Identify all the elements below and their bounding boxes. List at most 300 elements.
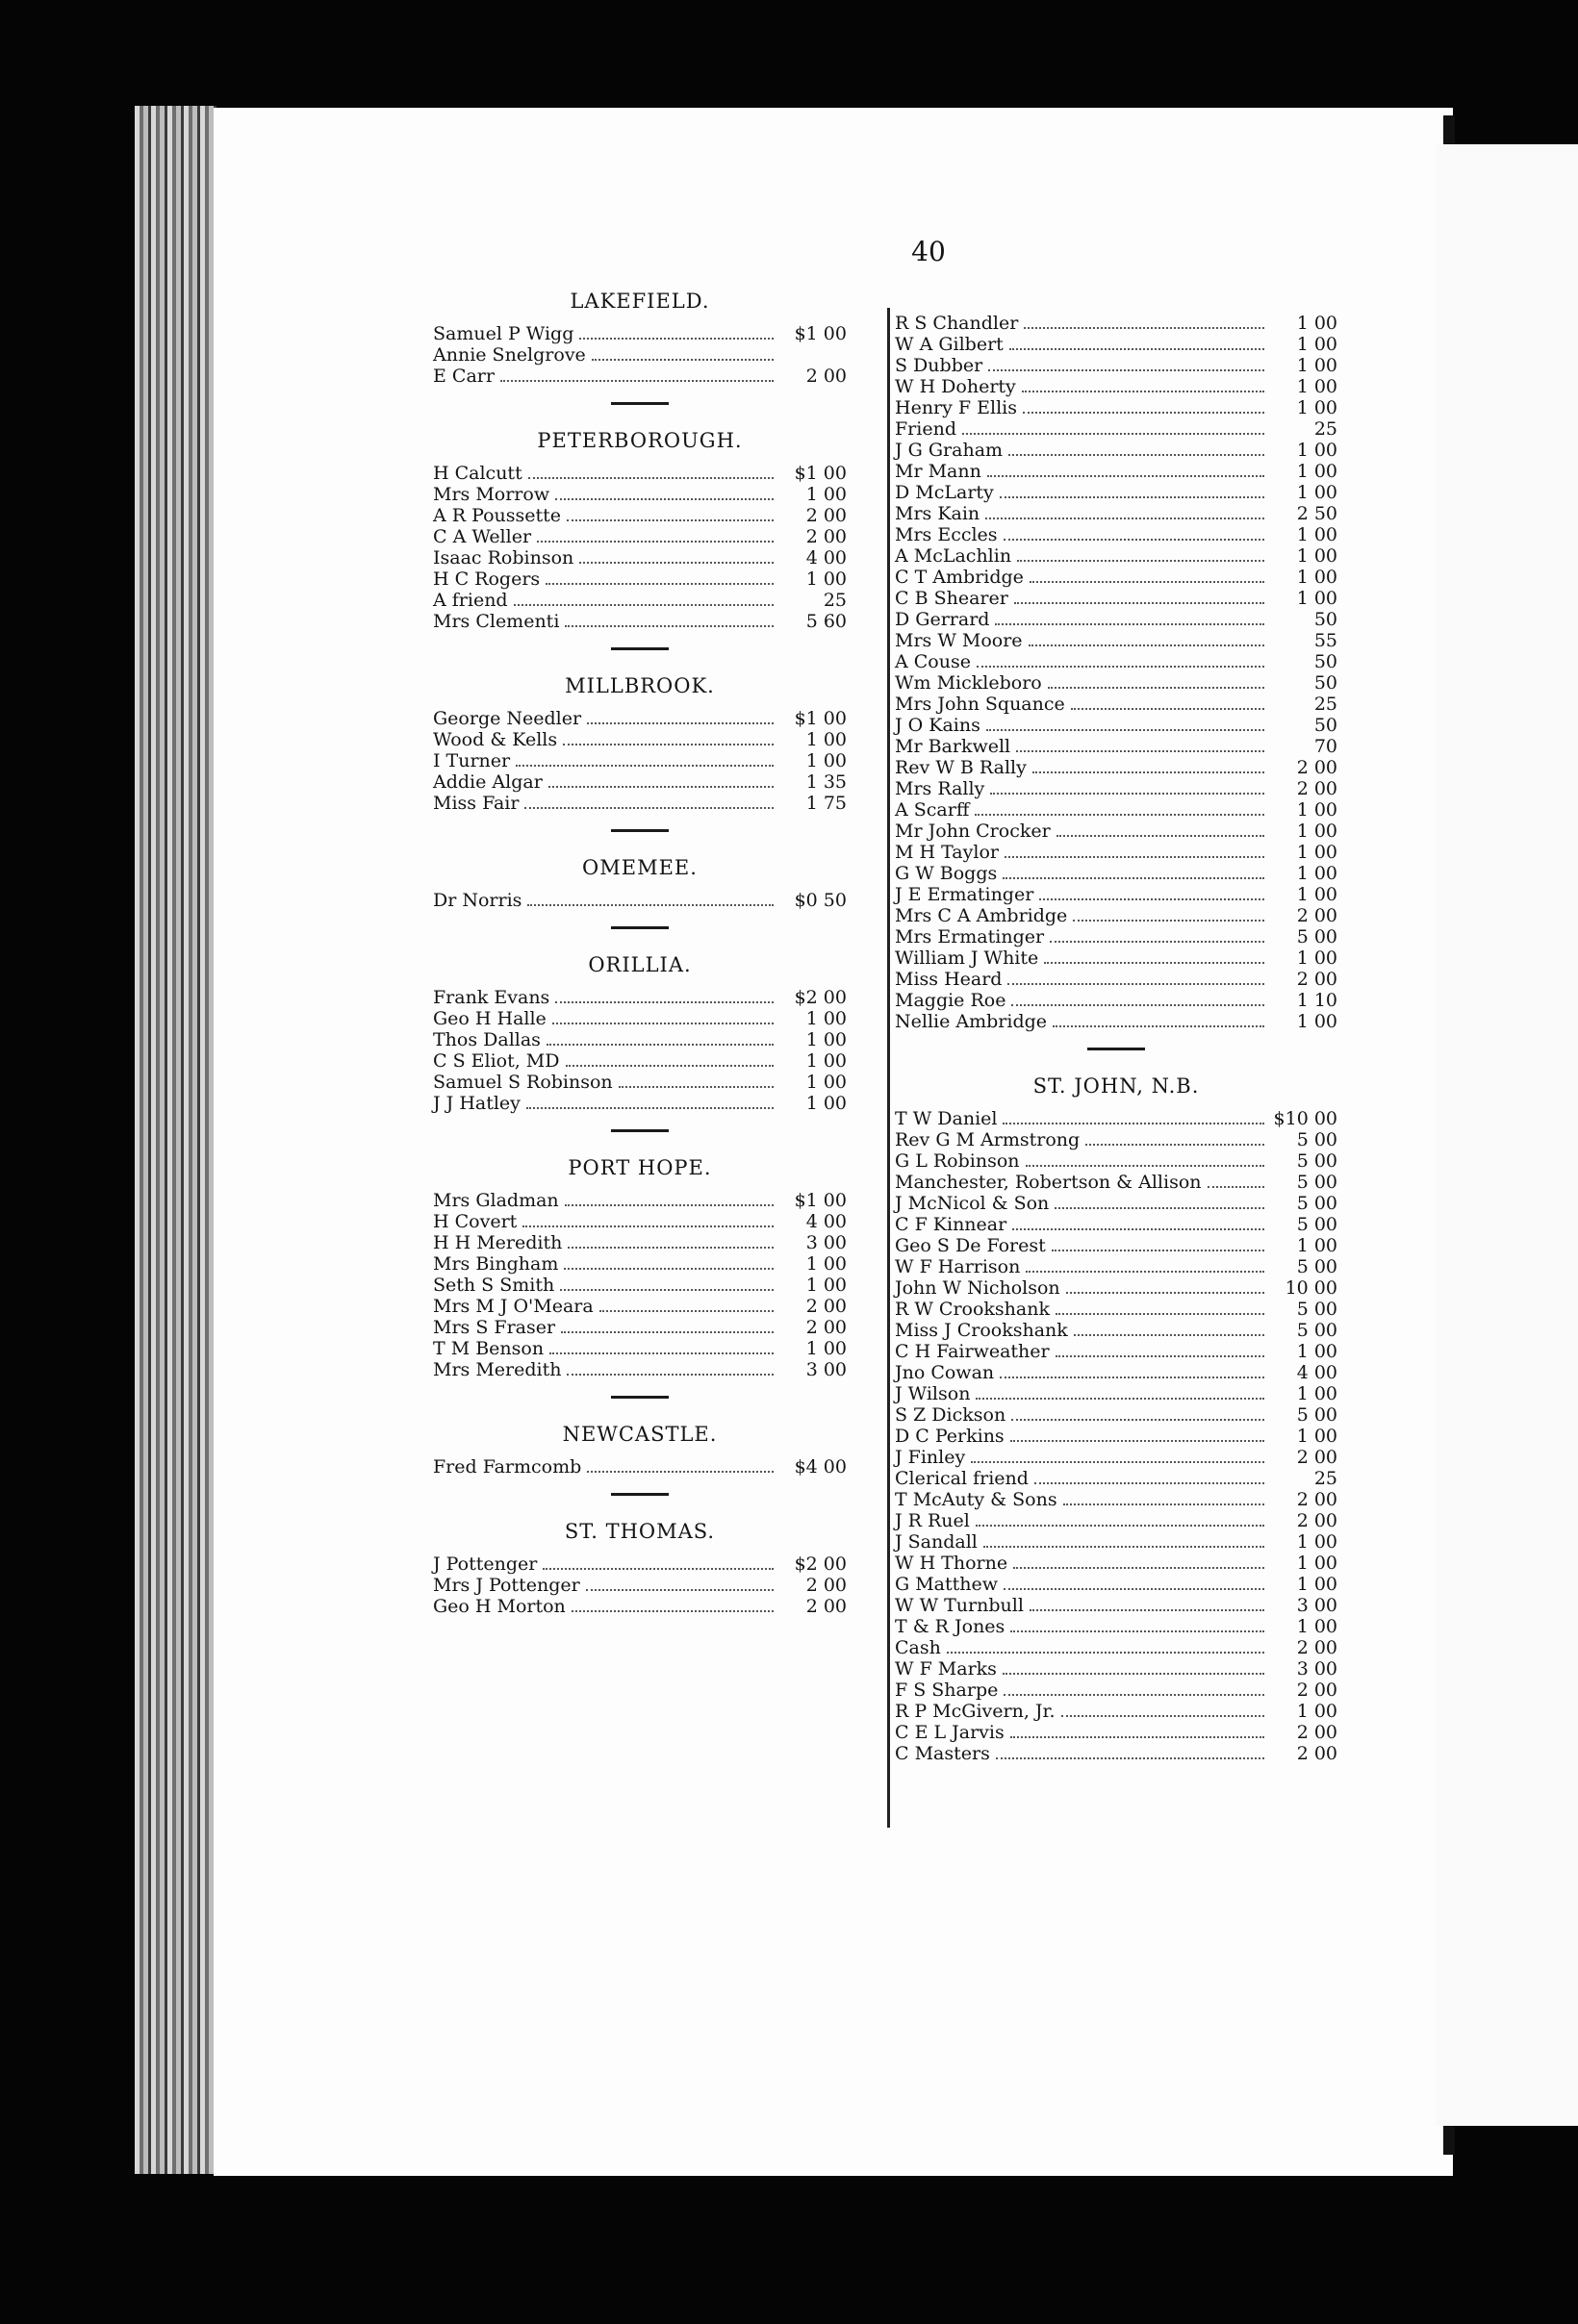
dot-leader <box>500 380 774 382</box>
dot-leader <box>528 477 774 479</box>
donor-entry <box>895 1129 1337 1150</box>
donation-amount: 1 35 <box>805 771 847 793</box>
donation-amount: 2 00 <box>1296 778 1337 799</box>
dot-leader <box>985 518 1264 519</box>
dot-leader <box>996 1757 1264 1759</box>
donor-entry <box>895 1011 1337 1032</box>
dot-leader <box>524 807 774 809</box>
donor-name: R W Crookshank <box>895 1299 1050 1320</box>
donor-name: J G Graham <box>895 440 1004 461</box>
dot-leader <box>526 1107 774 1109</box>
donation-amount: 2 50 <box>1296 503 1337 524</box>
dot-leader <box>579 338 774 340</box>
donor-name: Thos Dallas <box>433 1029 541 1050</box>
donor-name: Geo S De Forest <box>895 1235 1046 1256</box>
donation-amount: 2 00 <box>1296 1743 1337 1764</box>
donor-entry <box>433 1008 847 1029</box>
donor-name: A friend <box>433 590 508 611</box>
donation-amount: 2 00 <box>1296 1447 1337 1468</box>
donor-entry <box>895 1489 1337 1510</box>
donor-name: Clerical friend <box>895 1468 1029 1489</box>
donor-name: T McAuty & Sons <box>895 1489 1057 1510</box>
donor-entry <box>895 461 1337 482</box>
donation-amount: 50 <box>1313 651 1337 672</box>
donor-entry <box>895 1426 1337 1447</box>
donor-name: H C Rogers <box>433 568 541 590</box>
donor-name: Mr Mann <box>895 461 981 482</box>
donor-name: D Gerrard <box>895 609 990 630</box>
dot-leader <box>516 765 774 767</box>
donation-amount: 25 <box>1313 418 1337 440</box>
dot-leader <box>1000 496 1264 498</box>
donor-entry <box>895 1235 1337 1256</box>
donation-amount: $1 00 <box>794 1190 847 1211</box>
donor-entry <box>895 1680 1337 1701</box>
donation-amount: 1 00 <box>1296 567 1337 588</box>
donor-entry <box>895 947 1337 969</box>
donor-name: W W Turnbull <box>895 1595 1024 1616</box>
donor-name: Mrs Rally <box>895 778 985 799</box>
donation-amount: 50 <box>1313 672 1337 694</box>
dot-leader <box>565 625 774 627</box>
donor-name: A McLachlin <box>895 545 1012 567</box>
donor-entry <box>895 672 1337 694</box>
donor-entry <box>895 482 1337 503</box>
donor-name: D C Perkins <box>895 1426 1005 1447</box>
donor-entry <box>433 1211 847 1232</box>
donor-entry <box>433 987 847 1008</box>
donor-entry <box>433 1050 847 1072</box>
dot-leader <box>1013 1567 1264 1569</box>
donation-amount: 1 00 <box>1296 545 1337 567</box>
dot-leader <box>986 729 1264 731</box>
donation-amount: 5 00 <box>1296 1214 1337 1235</box>
donation-amount: 1 00 <box>1296 355 1337 376</box>
dot-leader <box>1074 1334 1264 1336</box>
donor-entry <box>433 1093 847 1114</box>
donor-name: J J Hatley <box>433 1093 521 1114</box>
donor-entry <box>895 1341 1337 1362</box>
dot-leader <box>1024 327 1264 329</box>
donation-amount: 1 00 <box>1296 440 1337 461</box>
donor-name: H Calcutt <box>433 463 522 484</box>
donor-name: George Needler <box>433 708 582 729</box>
dot-leader <box>1052 1250 1264 1251</box>
donor-entry <box>895 842 1337 863</box>
section-heading: OMEMEE. <box>582 856 698 879</box>
dot-leader <box>1016 750 1264 752</box>
dot-leader <box>1048 687 1264 689</box>
donation-amount: 1 00 <box>1296 1235 1337 1256</box>
donor-name: T & R Jones <box>895 1616 1005 1637</box>
donor-entry <box>895 1277 1337 1299</box>
dot-leader <box>1000 1377 1264 1378</box>
donation-amount: 2 00 <box>1296 969 1337 990</box>
donor-entry <box>895 799 1337 821</box>
donor-name: G L Robinson <box>895 1150 1020 1172</box>
donor-entry <box>895 863 1337 884</box>
donor-name: H H Meredith <box>433 1232 563 1253</box>
dot-leader <box>1073 920 1264 922</box>
donor-entry <box>895 1701 1337 1722</box>
donor-entry <box>895 1404 1337 1426</box>
donation-amount: 1 00 <box>805 1029 847 1050</box>
donation-amount: 4 00 <box>1296 1362 1337 1383</box>
dot-leader <box>567 1374 774 1376</box>
donor-entry <box>895 545 1337 567</box>
donation-amount: $4 00 <box>794 1456 847 1478</box>
donation-amount: 1 00 <box>805 750 847 771</box>
dot-leader <box>1032 771 1264 773</box>
donor-name: S Z Dickson <box>895 1404 1006 1426</box>
dot-leader <box>572 1610 774 1612</box>
donation-amount: 1 00 <box>805 1275 847 1296</box>
donor-name: C F Kinnear <box>895 1214 1007 1235</box>
donor-name: Isaac Robinson <box>433 547 574 568</box>
section-heading: PORT HOPE. <box>568 1156 712 1179</box>
section-divider <box>611 647 669 650</box>
donor-name: T W Daniel <box>895 1108 998 1129</box>
donor-name: G W Boggs <box>895 863 998 884</box>
dot-leader <box>543 1568 774 1570</box>
donor-entry <box>895 1722 1337 1743</box>
left-column <box>433 289 847 1617</box>
dot-leader <box>1003 1123 1264 1124</box>
dot-leader <box>1071 708 1264 710</box>
section-divider <box>611 1493 669 1496</box>
donation-amount: 2 00 <box>805 366 847 387</box>
donor-entry <box>433 1275 847 1296</box>
donor-entry <box>895 1616 1337 1637</box>
donor-name: G Matthew <box>895 1574 999 1595</box>
donation-amount: 2 00 <box>805 1596 847 1617</box>
dot-leader <box>1010 1736 1264 1738</box>
donor-entry <box>433 1317 847 1338</box>
dot-leader <box>1023 412 1264 414</box>
donor-name: Mrs Gladman <box>433 1190 559 1211</box>
donor-entry <box>895 1362 1337 1383</box>
donation-amount: $10 00 <box>1273 1108 1337 1129</box>
donor-name: Mrs John Squance <box>895 694 1065 715</box>
donor-entry <box>433 505 847 526</box>
donor-name: J E Ermatinger <box>895 884 1034 905</box>
section-heading: LAKEFIELD. <box>570 290 710 313</box>
donation-amount: 1 00 <box>1296 1011 1337 1032</box>
dot-leader <box>619 1086 774 1088</box>
dot-leader <box>1056 1355 1264 1357</box>
donor-name: Mr John Crocker <box>895 821 1051 842</box>
section-divider <box>611 926 669 929</box>
donation-amount: 10 00 <box>1285 1277 1337 1299</box>
donor-entry <box>433 547 847 568</box>
donor-entry <box>433 708 847 729</box>
donor-name: C E L Jarvis <box>895 1722 1005 1743</box>
section-heading: MILLBROOK. <box>565 674 715 697</box>
dot-leader <box>1007 983 1264 985</box>
donor-entry <box>433 890 847 911</box>
donor-entry <box>895 736 1337 757</box>
donation-amount: 1 00 <box>1296 313 1337 334</box>
donor-entry <box>433 1296 847 1317</box>
donor-name: Mrs Clementi <box>433 611 560 632</box>
donor-name: C Masters <box>895 1743 990 1764</box>
donor-entry <box>895 334 1337 355</box>
donation-amount: 1 00 <box>805 1008 847 1029</box>
donor-name: Addie Algar <box>433 771 543 793</box>
donor-name: Samuel P Wigg <box>433 323 574 344</box>
donor-name: M H Taylor <box>895 842 999 863</box>
donor-entry <box>895 1447 1337 1468</box>
donation-amount: 1 00 <box>805 568 847 590</box>
dot-leader <box>976 1525 1264 1527</box>
donor-entry <box>895 1214 1337 1235</box>
donor-name: D McLarty <box>895 482 994 503</box>
adjacent-page-edge <box>1436 144 1578 2126</box>
donation-amount: 1 00 <box>1296 1383 1337 1404</box>
dot-leader <box>976 1398 1264 1400</box>
donation-amount: 1 00 <box>1296 1341 1337 1362</box>
section-heading: ST. JOHN, N.B. <box>1032 1074 1200 1098</box>
donor-name: J Finley <box>895 1447 966 1468</box>
donor-name: Wm Mickleboro <box>895 672 1042 694</box>
dot-leader <box>555 498 774 500</box>
donor-entry <box>433 750 847 771</box>
donor-entry <box>433 1190 847 1211</box>
donor-entry <box>895 1531 1337 1553</box>
donation-amount: 2 00 <box>1296 1680 1337 1701</box>
donation-amount: 5 00 <box>1296 1256 1337 1277</box>
donor-entry <box>895 884 1337 905</box>
donor-entry <box>895 397 1337 418</box>
donor-name: Maggie Roe <box>895 990 1006 1011</box>
donor-name: C T Ambridge <box>895 567 1024 588</box>
dot-leader <box>1029 644 1264 646</box>
donor-entry <box>433 1575 847 1596</box>
dot-leader <box>548 786 774 788</box>
donor-entry <box>895 969 1337 990</box>
donor-entry <box>895 355 1337 376</box>
dot-leader <box>560 1289 774 1291</box>
donor-name: Mrs Kain <box>895 503 980 524</box>
donation-amount: 5 00 <box>1296 1150 1337 1172</box>
donor-name: Jno Cowan <box>895 1362 995 1383</box>
right-column <box>895 313 1337 1764</box>
donor-name: W A Gilbert <box>895 334 1004 355</box>
dot-leader <box>1004 1694 1264 1696</box>
dot-leader <box>995 623 1264 625</box>
donor-name: Mrs W Moore <box>895 630 1023 651</box>
donation-amount: 50 <box>1313 715 1337 736</box>
donation-amount: 1 00 <box>1296 1701 1337 1722</box>
donor-name: W F Marks <box>895 1658 997 1680</box>
donor-entry <box>895 418 1337 440</box>
donor-entry <box>433 526 847 547</box>
donor-name: Wood & Kells <box>433 729 558 750</box>
donation-amount: 2 00 <box>1296 1637 1337 1658</box>
donor-name: William J White <box>895 947 1039 969</box>
dot-leader <box>592 359 774 361</box>
donor-name: W H Thorne <box>895 1553 1008 1574</box>
donor-entry <box>895 376 1337 397</box>
donor-name: John W Nicholson <box>895 1277 1060 1299</box>
book-spine-edge <box>135 106 216 2174</box>
donor-name: T M Benson <box>433 1338 545 1359</box>
donor-entry <box>895 694 1337 715</box>
dot-leader <box>1004 1588 1264 1590</box>
donor-entry <box>433 463 847 484</box>
dot-leader <box>586 1589 774 1591</box>
donation-amount: 5 00 <box>1296 1404 1337 1426</box>
dot-leader <box>1003 1673 1264 1675</box>
donation-amount: 1 00 <box>805 1338 847 1359</box>
donation-amount: 4 00 <box>805 547 847 568</box>
donor-entry <box>433 771 847 793</box>
donor-entry <box>895 313 1337 334</box>
donation-amount: 2 00 <box>805 505 847 526</box>
donor-entry <box>433 611 847 632</box>
donor-name: J O Kains <box>895 715 980 736</box>
dot-leader <box>549 1352 774 1354</box>
dot-leader <box>1022 391 1264 392</box>
donor-name: Mrs Morrow <box>433 484 550 505</box>
donor-entry <box>895 1553 1337 1574</box>
dot-leader <box>1061 1715 1264 1717</box>
donor-name: Manchester, Robertson & Allison <box>895 1172 1202 1193</box>
donor-name: J McNicol & Son <box>895 1193 1050 1214</box>
donor-name: Mr Barkwell <box>895 736 1011 757</box>
donation-amount: 70 <box>1313 736 1337 757</box>
donor-entry <box>895 1637 1337 1658</box>
donor-name: Samuel S Robinson <box>433 1072 613 1093</box>
dot-leader <box>962 433 1264 435</box>
dot-leader <box>1208 1186 1264 1188</box>
donation-amount: 3 00 <box>805 1359 847 1380</box>
donation-amount: $1 00 <box>794 463 847 484</box>
dot-leader <box>563 744 774 745</box>
donation-amount: 5 00 <box>1296 1193 1337 1214</box>
donor-entry <box>433 793 847 814</box>
donation-amount: 2 00 <box>1296 1722 1337 1743</box>
donation-amount: 2 00 <box>1296 757 1337 778</box>
donation-amount: 5 00 <box>1296 1172 1337 1193</box>
donor-name: I Turner <box>433 750 511 771</box>
donor-name: R P McGivern, Jr. <box>895 1701 1056 1722</box>
donor-name: Miss J Crookshank <box>895 1320 1068 1341</box>
donor-name: Mrs Ermatinger <box>895 926 1045 947</box>
donation-amount: 2 00 <box>805 1317 847 1338</box>
donor-entry <box>895 1658 1337 1680</box>
dot-leader <box>1056 1313 1264 1315</box>
dot-leader <box>1010 1440 1264 1442</box>
donation-amount: 1 00 <box>1296 947 1337 969</box>
dot-leader <box>527 904 774 906</box>
dot-leader <box>561 1331 774 1333</box>
dot-leader <box>587 722 774 724</box>
section-divider <box>611 829 669 832</box>
donation-amount: 2 00 <box>805 1296 847 1317</box>
donor-name: J Wilson <box>895 1383 971 1404</box>
dot-leader <box>1056 835 1264 837</box>
donor-name: A Couse <box>895 651 971 672</box>
dot-leader <box>1009 348 1264 350</box>
donation-amount: 55 <box>1313 630 1337 651</box>
section-divider <box>611 1129 669 1132</box>
donor-name: Mrs Meredith <box>433 1359 562 1380</box>
donor-name: Geo H Morton <box>433 1596 566 1617</box>
dot-leader <box>1017 560 1264 562</box>
donor-entry <box>433 1338 847 1359</box>
donor-name: Fred Farmcomb <box>433 1456 582 1478</box>
donor-name: Nellie Ambridge <box>895 1011 1048 1032</box>
donation-amount: 25 <box>823 590 847 611</box>
donor-entry <box>895 1383 1337 1404</box>
donor-name: Dr Norris <box>433 890 522 911</box>
dot-leader <box>975 814 1264 816</box>
dot-leader <box>579 562 774 564</box>
dot-leader <box>552 1023 774 1024</box>
dot-leader <box>1003 877 1264 879</box>
dot-leader <box>565 1204 774 1206</box>
column-divider <box>887 308 890 1828</box>
donation-amount: $0 50 <box>794 890 847 911</box>
donation-amount: 5 00 <box>1296 1320 1337 1341</box>
dot-leader <box>988 369 1264 371</box>
donation-amount: 5 00 <box>1296 926 1337 947</box>
donation-amount: 1 00 <box>1296 376 1337 397</box>
donor-entry <box>895 1256 1337 1277</box>
donor-name: Mrs S Fraser <box>433 1317 556 1338</box>
donation-amount: 1 00 <box>805 729 847 750</box>
donor-name: C B Shearer <box>895 588 1008 609</box>
dot-leader <box>1005 856 1264 858</box>
donor-entry <box>895 1743 1337 1764</box>
dot-leader <box>947 1652 1264 1654</box>
donor-entry <box>433 729 847 750</box>
dot-leader <box>566 1065 775 1067</box>
donor-entry <box>433 1359 847 1380</box>
dot-leader <box>514 604 774 606</box>
donor-name: Geo H Halle <box>433 1008 547 1029</box>
section-heading: PETERBOROUGH. <box>537 429 743 452</box>
donor-name: Henry F Ellis <box>895 397 1017 418</box>
donation-amount: 1 00 <box>1296 334 1337 355</box>
donation-amount: 4 00 <box>805 1211 847 1232</box>
donation-amount: $2 00 <box>794 1554 847 1575</box>
dot-leader <box>1026 1271 1264 1273</box>
dot-leader <box>599 1310 774 1312</box>
donor-entry <box>895 990 1337 1011</box>
donor-entry <box>433 323 847 344</box>
donor-name: Friend <box>895 418 956 440</box>
donor-entry <box>895 1320 1337 1341</box>
donor-name: J R Ruel <box>895 1510 970 1531</box>
donation-amount: 2 00 <box>1296 1510 1337 1531</box>
dot-leader <box>983 1546 1264 1548</box>
donation-amount: 1 00 <box>1296 1531 1337 1553</box>
donor-entry <box>433 1072 847 1093</box>
donor-entry <box>433 366 847 387</box>
dot-leader <box>1030 1609 1264 1611</box>
section-heading: NEWCASTLE. <box>562 1423 718 1446</box>
donor-name: Rev W B Rally <box>895 757 1027 778</box>
dot-leader <box>1010 1630 1264 1632</box>
dot-leader <box>1034 1482 1264 1484</box>
dot-leader <box>555 1001 774 1003</box>
dot-leader <box>567 519 774 521</box>
donor-entry <box>433 1232 847 1253</box>
dot-leader <box>1011 1419 1264 1421</box>
donation-amount: 2 00 <box>805 1575 847 1596</box>
